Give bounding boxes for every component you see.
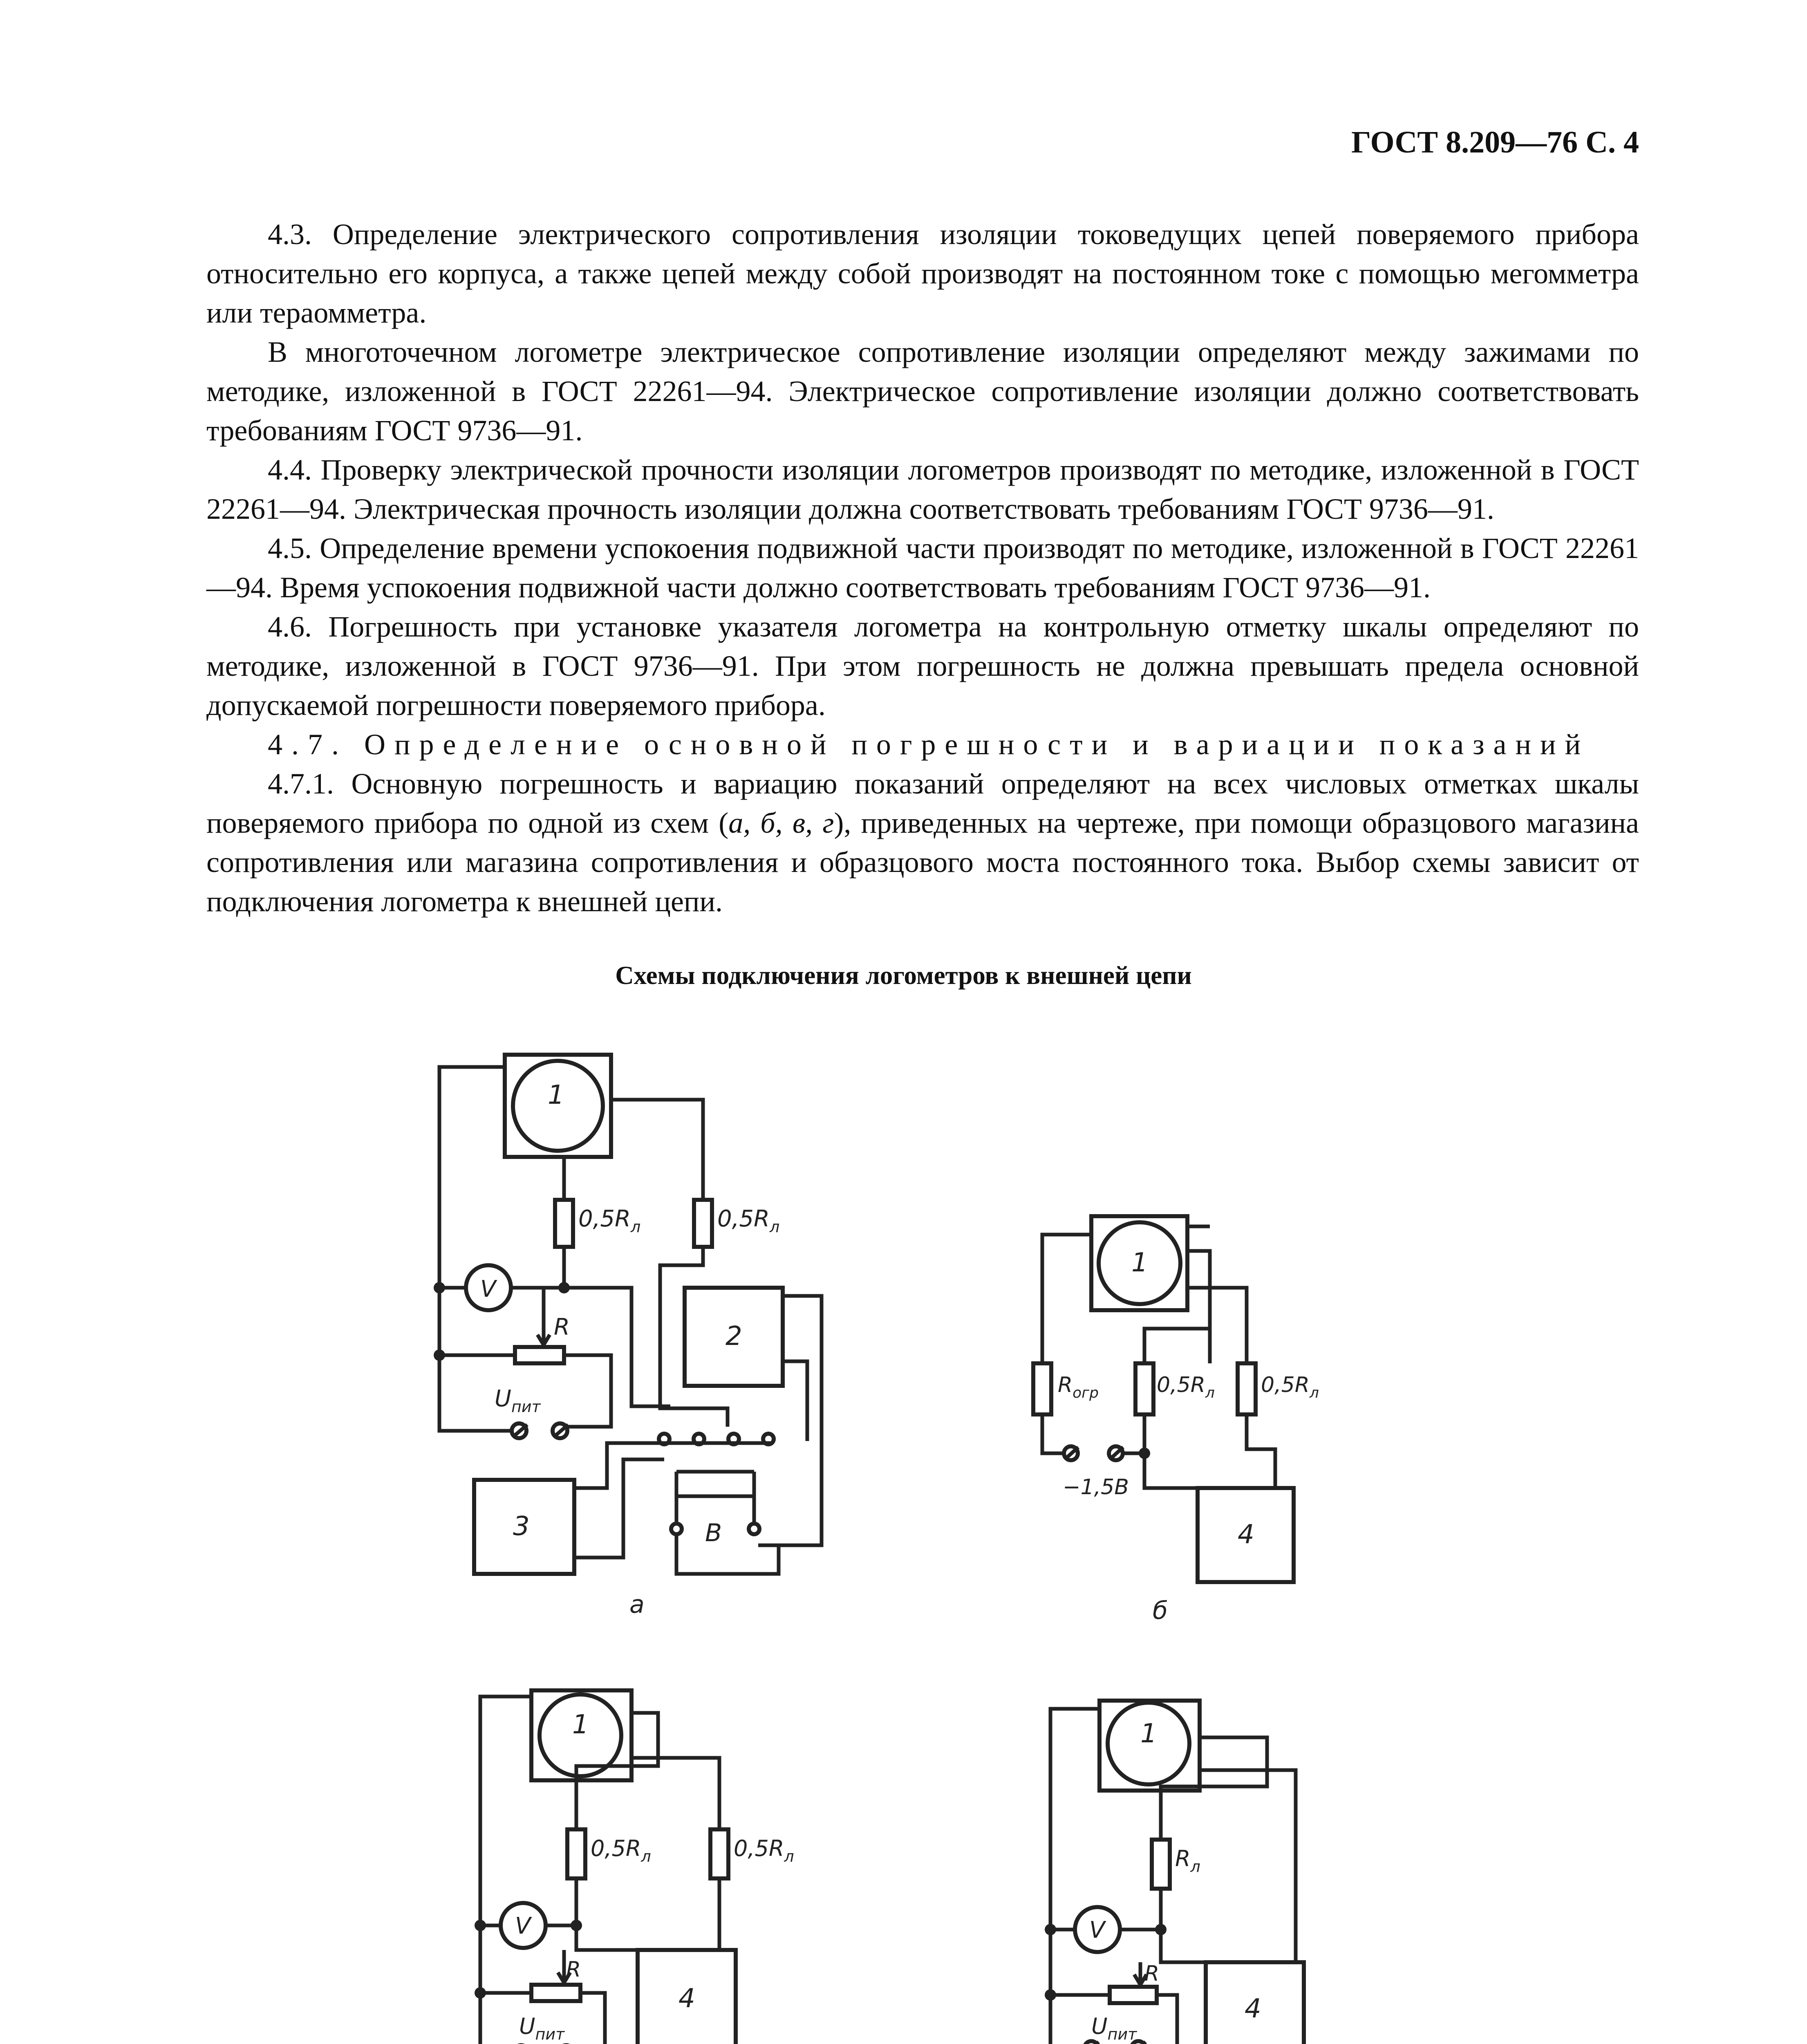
wire	[546, 1925, 638, 1950]
p471-after: ), приведенных на чертеже, при помощи образцового магазина сопротивления или магазина сопротивления и образцового моста постоянного тока. Выбор схемы зависит от подключения логометра к внешней цепи.	[206, 807, 1639, 918]
diagram-a	[434, 1055, 822, 1619]
label-u-pit: $U_{пит}$	[1091, 2013, 1137, 2043]
label-1: 1	[572, 1710, 589, 1740]
label-v: V	[480, 1276, 496, 1302]
wire	[564, 1247, 670, 1406]
wire	[1200, 1770, 1296, 1962]
heading-4-7: 4.7. Определение основной погрешности и вариации показаний	[268, 728, 1590, 761]
figure-title: Схемы подключения логометров к внешней цепи	[615, 961, 1192, 990]
resistor-half-rl-2	[710, 1829, 728, 1878]
label-r: R	[1144, 1961, 1160, 1986]
switch-contact	[671, 1524, 682, 1534]
resistor-r-ogr	[1033, 1363, 1051, 1414]
page-header: ГОСТ 8.209—76 С. 4	[1351, 125, 1639, 159]
resistor-half-rl	[1135, 1363, 1153, 1414]
wire	[676, 1535, 779, 1574]
terminal-strokes	[513, 1425, 568, 1437]
resistor-rl	[1152, 1840, 1170, 1889]
label-b: В	[705, 1519, 722, 1547]
label-u-pit: $U_{пит}$	[519, 2013, 565, 2043]
junction	[475, 1987, 486, 1999]
switch-contact	[728, 1434, 739, 1444]
paragraph-4-6: 4.6. Погрешность при установке указателя логометра на контрольную отметку шкалы определяют по методике, изложенной в ГОСТ 9736—91. При этом погрешность не должна превышать предела основной допускаемой погрешности поверяемого прибора.	[206, 610, 1639, 722]
label-r-ogr: $R_{огр}$	[1058, 1373, 1099, 1401]
label-half-rl-2: $0,5R_л$	[717, 1206, 780, 1236]
label-voltage: −1,5В	[1063, 1475, 1129, 1499]
label-v: V	[1089, 1917, 1105, 1943]
label-u-pit: $U_{пит}$	[495, 1385, 541, 1416]
label-r: R	[554, 1314, 570, 1340]
junction	[558, 1282, 570, 1293]
wire	[1187, 1288, 1247, 1363]
wire	[1042, 1235, 1091, 1363]
switch-link	[676, 1472, 754, 1496]
wire	[1247, 1414, 1275, 1488]
junction	[1045, 1989, 1056, 2001]
switch-contact	[749, 1524, 759, 1534]
label-4: 4	[678, 1983, 695, 2014]
label-rl: $R_л$	[1175, 1846, 1200, 1876]
resistor-half-rl	[567, 1829, 585, 1878]
caption-b: б	[1153, 1596, 1168, 1625]
resistor-half-rl-2	[694, 1200, 712, 1247]
wire	[1187, 1251, 1210, 1363]
label-4: 4	[1238, 1520, 1254, 1550]
label-half-rl: $0,5R_л$	[1157, 1373, 1215, 1401]
switch-contact	[659, 1434, 670, 1444]
switch-contact	[763, 1434, 774, 1444]
wire	[574, 1459, 664, 1558]
label-2: 2	[725, 1321, 742, 1351]
label-3: 3	[513, 1511, 530, 1542]
junction	[434, 1282, 445, 1293]
label-1: 1	[1131, 1248, 1148, 1278]
wire	[1144, 1414, 1198, 1488]
diagram-b	[1033, 1216, 1319, 1625]
rheostat-r	[515, 1347, 564, 1363]
label-v: V	[515, 1913, 531, 1939]
wire	[611, 1100, 703, 1200]
label-1: 1	[1140, 1719, 1157, 1749]
wire	[1042, 1414, 1063, 1453]
wire	[439, 1067, 511, 1431]
label-r: R	[566, 1957, 581, 1982]
wire	[660, 1247, 728, 1427]
resistor-half-rl-2	[1238, 1363, 1256, 1414]
label-4: 4	[1245, 1994, 1261, 2024]
wire	[1144, 1251, 1210, 1363]
label-half-rl-2: $0,5R_л$	[734, 1836, 794, 1865]
junction	[1155, 1924, 1167, 1935]
diagram-v	[475, 1690, 794, 2044]
paragraph-4-4: 4.4. Проверку электрической прочности изоляции логометров производят по методике, изложенной в ГОСТ 22261—94. Электрическая прочность изоляции должна соответствовать требованиям ГОСТ 9736—91.	[206, 453, 1639, 525]
wire	[564, 1355, 611, 1427]
paragraph-4-3: 4.3. Определение электрического сопротивления изоляции токоведущих цепей поверяемого прибора относительно его корпуса, а также цепей между собой производят на постоянном токе с помощью мегомметра или тераомметра.	[206, 218, 1639, 329]
diagram-g	[1045, 1701, 1304, 2044]
paragraph-4-5: 4.5. Определение времени успокоения подвижной части производят по методике, изложенной в ГОСТ 22261—94. Время успокоения подвижной части должно соответствовать требованиям ГОСТ 9736—91.	[206, 532, 1639, 604]
resistor-half-rl	[555, 1200, 573, 1247]
junction	[434, 1349, 445, 1361]
p471-before: 4.7.1. Основную погрешность и вариацию показаний определяют на всех числовых отметках шкалы поверяемого прибора по одной из схем (	[206, 767, 1639, 839]
wire	[574, 1443, 770, 1488]
paragraph-4-3-cont: В многоточечном логометре электрическое сопротивление изоляции определяют между зажимами по методике, изложенной в ГОСТ 22261—94. Электрическое сопротивление изоляции должно соответствовать требованиям ГОСТ 9736—91.	[206, 336, 1639, 447]
label-1: 1	[548, 1080, 564, 1110]
junction	[1045, 1924, 1056, 1935]
rheostat-r	[1110, 1987, 1157, 2003]
rheostat-r	[531, 1985, 580, 2001]
label-half-rl-2: $0,5R_л$	[1261, 1373, 1319, 1401]
junction	[475, 1920, 486, 1931]
wire	[758, 1296, 822, 1545]
label-half-rl: $0,5R_л$	[591, 1836, 651, 1865]
label-half-rl: $0,5R_л$	[578, 1206, 641, 1236]
wire	[783, 1361, 807, 1441]
p471-schemes: а, б, в, г	[728, 807, 834, 839]
junction	[571, 1920, 582, 1931]
caption-a: а	[629, 1590, 645, 1619]
wire	[631, 1758, 719, 1829]
switch-contact	[694, 1434, 704, 1444]
